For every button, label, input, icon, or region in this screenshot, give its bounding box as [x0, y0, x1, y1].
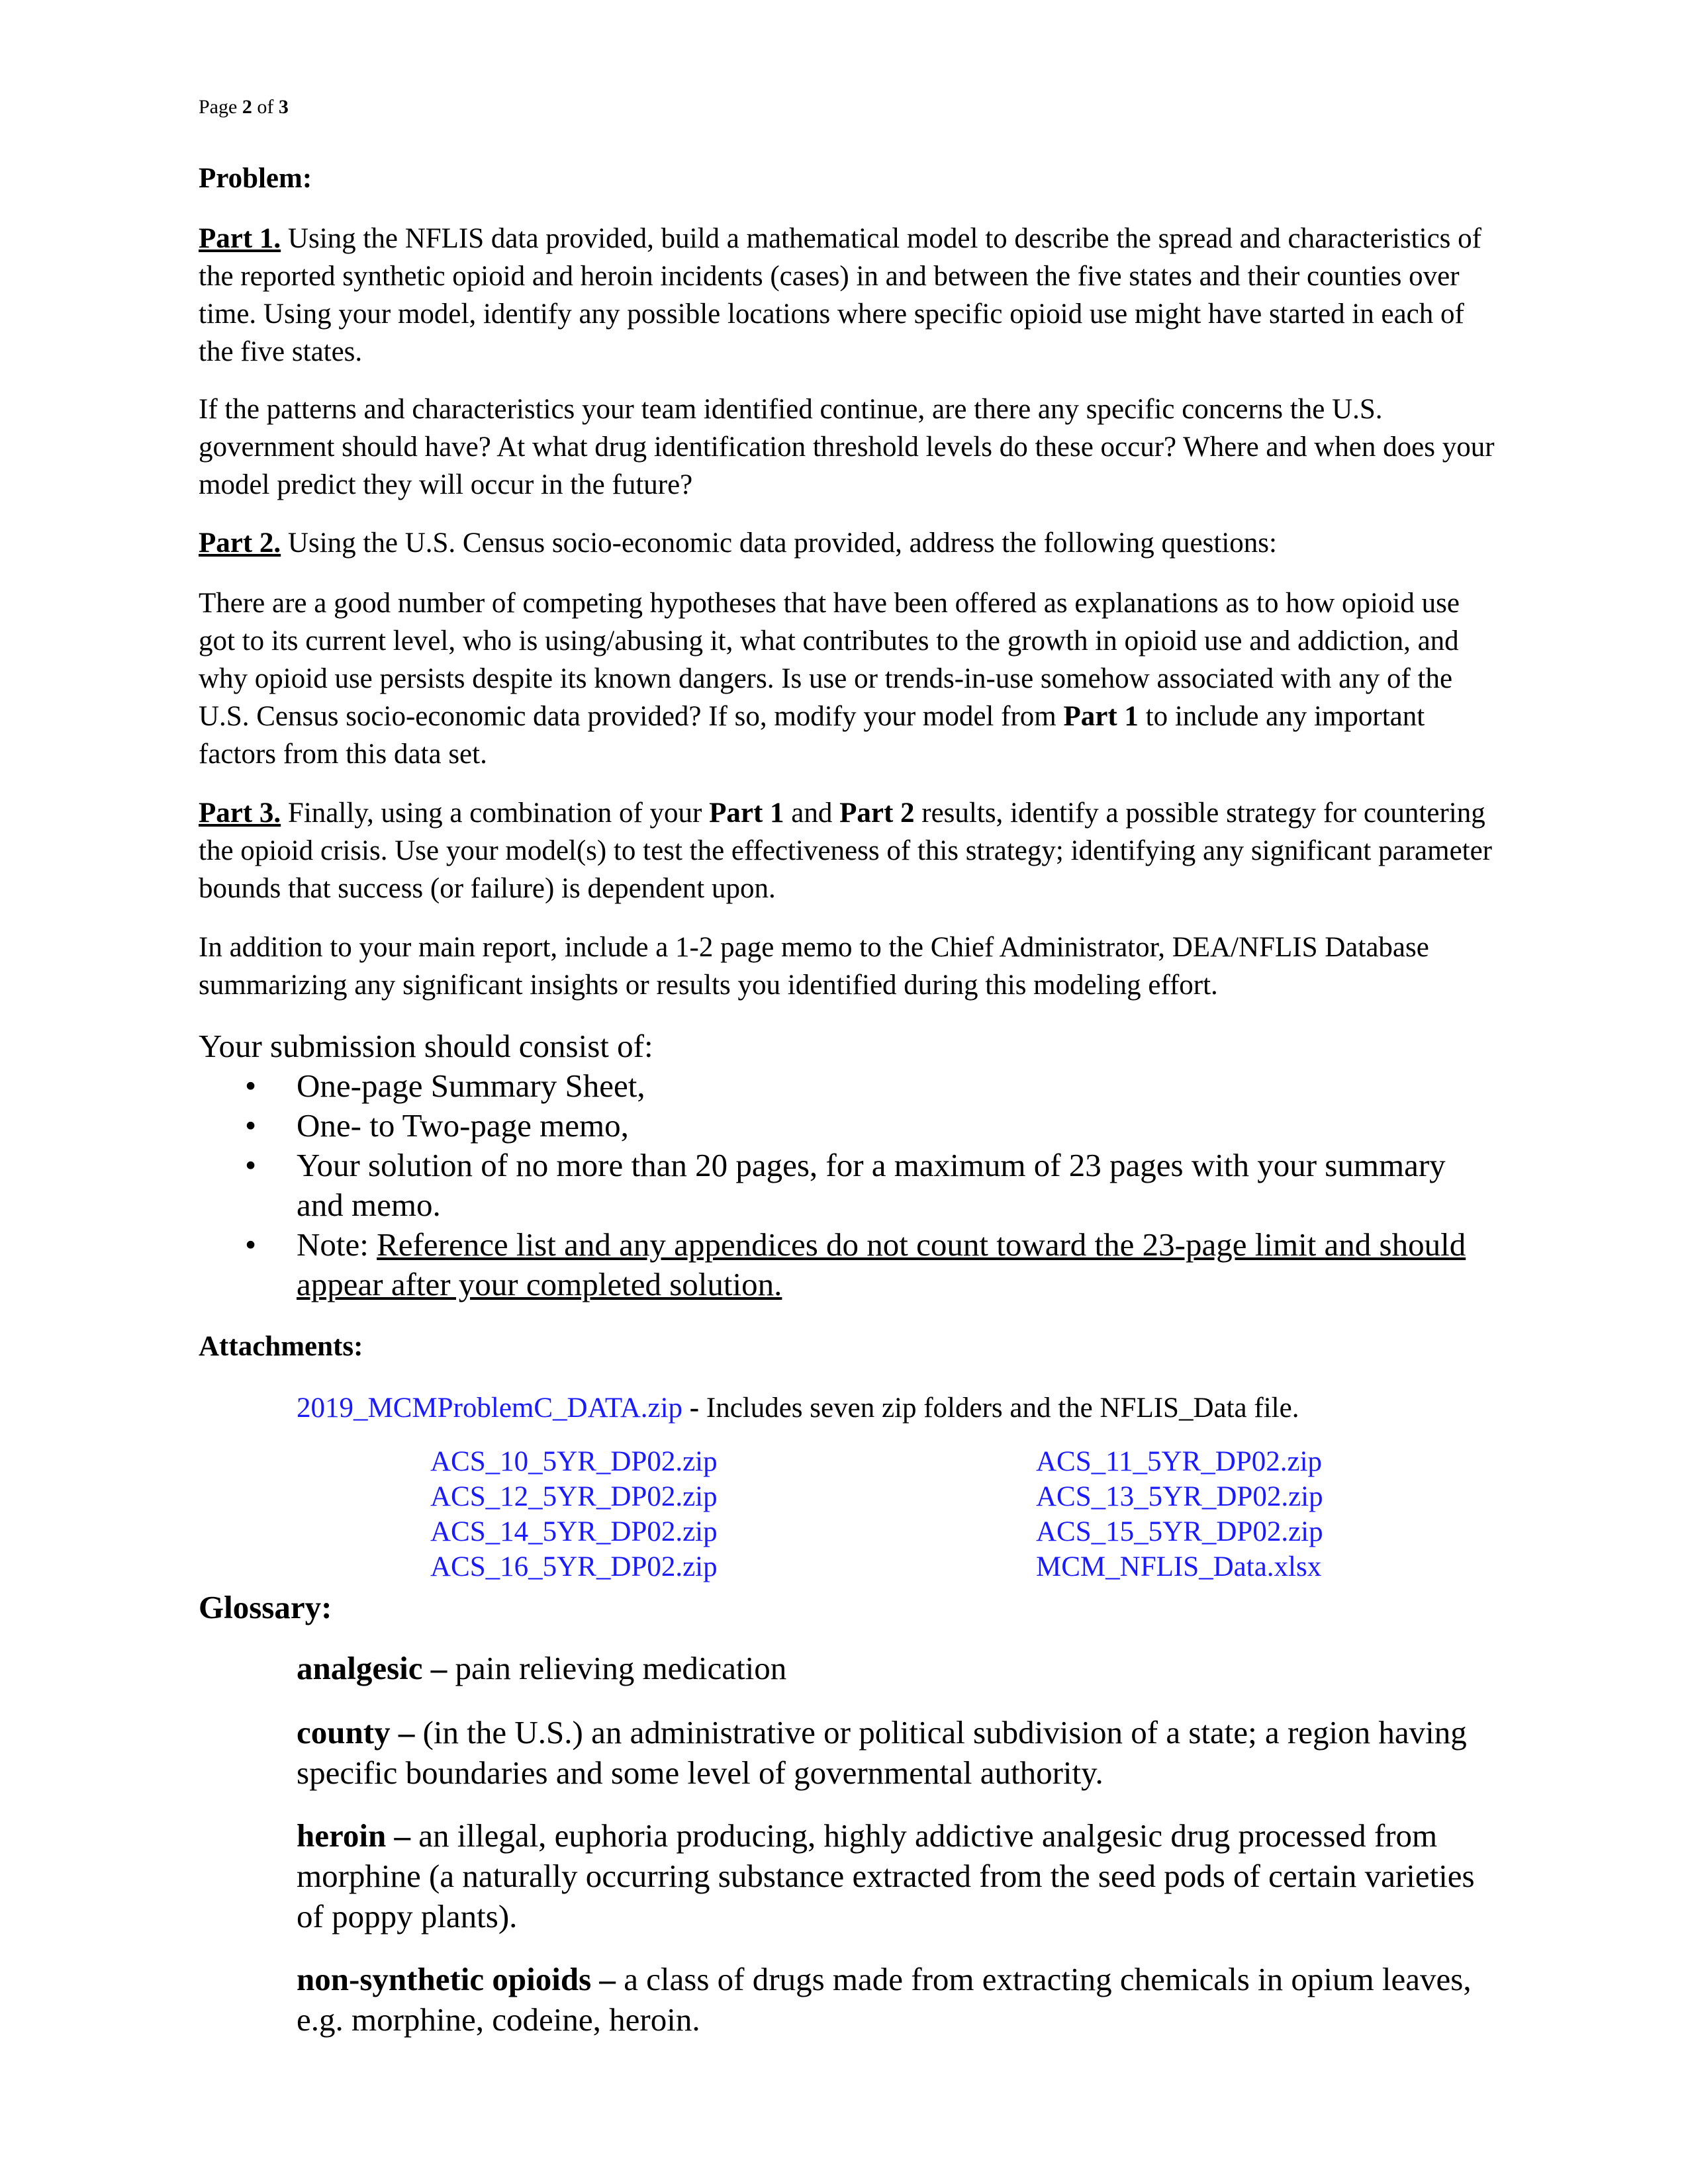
- file-link[interactable]: ACS_14_5YR_DP02.zip: [430, 1516, 718, 1547]
- part2-label: Part 2.: [199, 527, 281, 559]
- file-list-left: [430, 1444, 718, 1584]
- bullet-icon: •: [245, 1147, 257, 1183]
- part1-concerns-paragraph: If the patterns and characteristics your team identified continue, are there any specific concerns the U.S. government should have? At what drug identification threshold levels do these occur? Where and when does your model predict they will occur in the future?: [199, 394, 1495, 500]
- page-number: Page 2 of 3: [199, 96, 289, 118]
- part3-label: Part 3.: [199, 797, 281, 829]
- bullet-icon: •: [245, 1107, 257, 1144]
- file-link[interactable]: ACS_16_5YR_DP02.zip: [430, 1551, 718, 1582]
- glossary-entry: non-synthetic opioids – a class of drugs made from extracting chemicals in opium leaves, e.g. morphine, codeine, heroin.: [297, 1961, 1472, 2038]
- submission-list: [245, 1066, 1489, 1304]
- file-link[interactable]: MCM_NFLIS_Data.xlsx: [1036, 1551, 1322, 1582]
- memo-paragraph: In addition to your main report, include a 1-2 page memo to the Chief Administrator, DEA/NFLIS Database summarizing any significant insights or results you identified during this modeling effort.: [199, 932, 1429, 1001]
- file-list-right: [1036, 1444, 1323, 1584]
- problem-heading: Problem:: [199, 163, 312, 194]
- file-link[interactable]: ACS_12_5YR_DP02.zip: [430, 1481, 718, 1512]
- file-link[interactable]: ACS_15_5YR_DP02.zip: [1036, 1516, 1323, 1547]
- glossary-term: analgesic –: [297, 1650, 447, 1686]
- glossary-term: heroin –: [297, 1817, 410, 1854]
- file-link[interactable]: ACS_10_5YR_DP02.zip: [430, 1446, 718, 1477]
- attachment-main: 2019_MCMProblemC_DATA.zip - Includes seven zip folders and the NFLIS_Data file.: [297, 1392, 1299, 1424]
- attachments-heading: Attachments:: [199, 1331, 363, 1362]
- file-link[interactable]: ACS_13_5YR_DP02.zip: [1036, 1481, 1323, 1512]
- file-link[interactable]: ACS_11_5YR_DP02.zip: [1036, 1446, 1323, 1477]
- part2-paragraph: Part 2. Using the U.S. Census socio-economic data provided, address the following questions:: [199, 527, 1277, 559]
- part3-paragraph: Part 3. Finally, using a combination of your Part 1 and Part 2 results, identify a possible strategy for countering the opioid crisis. Use your model(s) to test the effectiveness of this strategy; identifying any significant parameter bounds that success (or failure) is dependent upon.: [199, 797, 1493, 904]
- submission-intro: Your submission should consist of:: [199, 1028, 653, 1064]
- bullet-icon: •: [245, 1226, 257, 1263]
- part1-label: Part 1.: [199, 223, 281, 254]
- list-item: • One-page Summary Sheet,: [245, 1066, 1489, 1106]
- glossary-term: county –: [297, 1714, 415, 1751]
- list-item: • Your solution of no more than 20 pages, for a maximum of 23 pages with your summary and memo.: [245, 1147, 1446, 1223]
- part2-hypotheses-paragraph: There are a good number of competing hypotheses that have been offered as explanations as to how opioid use got to its current level, who is using/abusing it, what contributes to the growth in opioid use and addiction, and why opioid use persists despite its known dangers. Is use or trends-in-use somehow associated with any of the U.S. Census socio-economic data provided? If so, modify your model from Part 1 to include any important factors from this data set.: [199, 588, 1460, 770]
- glossary-entry: heroin – an illegal, euphoria producing, highly addictive analgesic drug processed from morphine (a naturally occurring substance extracted from the seed pods of certain varieties of poppy plants).: [297, 1817, 1475, 1934]
- list-item: • One- to Two-page memo,: [245, 1106, 1489, 1146]
- bullet-icon: •: [245, 1068, 257, 1104]
- data-zip-link[interactable]: 2019_MCMProblemC_DATA.zip: [297, 1392, 683, 1424]
- glossary-term: non-synthetic opioids –: [297, 1961, 616, 1997]
- glossary-heading: Glossary:: [199, 1589, 332, 1625]
- glossary-entry: county – (in the U.S.) an administrative or political subdivision of a state; a region having specific boundaries and some level of governmental authority.: [297, 1714, 1467, 1791]
- part1-paragraph: Part 1. Using the NFLIS data provided, build a mathematical model to describe the spread and characteristics of the reported synthetic opioid and heroin incidents (cases) in and between the five states and their counties over time. Using your model, identify any possible locations where specific opioid use might have started in each of the five states.: [199, 223, 1481, 367]
- list-item: • Note: Reference list and any appendices do not count toward the 23-page limit and should appear after your completed solution.: [245, 1226, 1466, 1302]
- glossary-entry: analgesic – pain relieving medication: [297, 1650, 787, 1686]
